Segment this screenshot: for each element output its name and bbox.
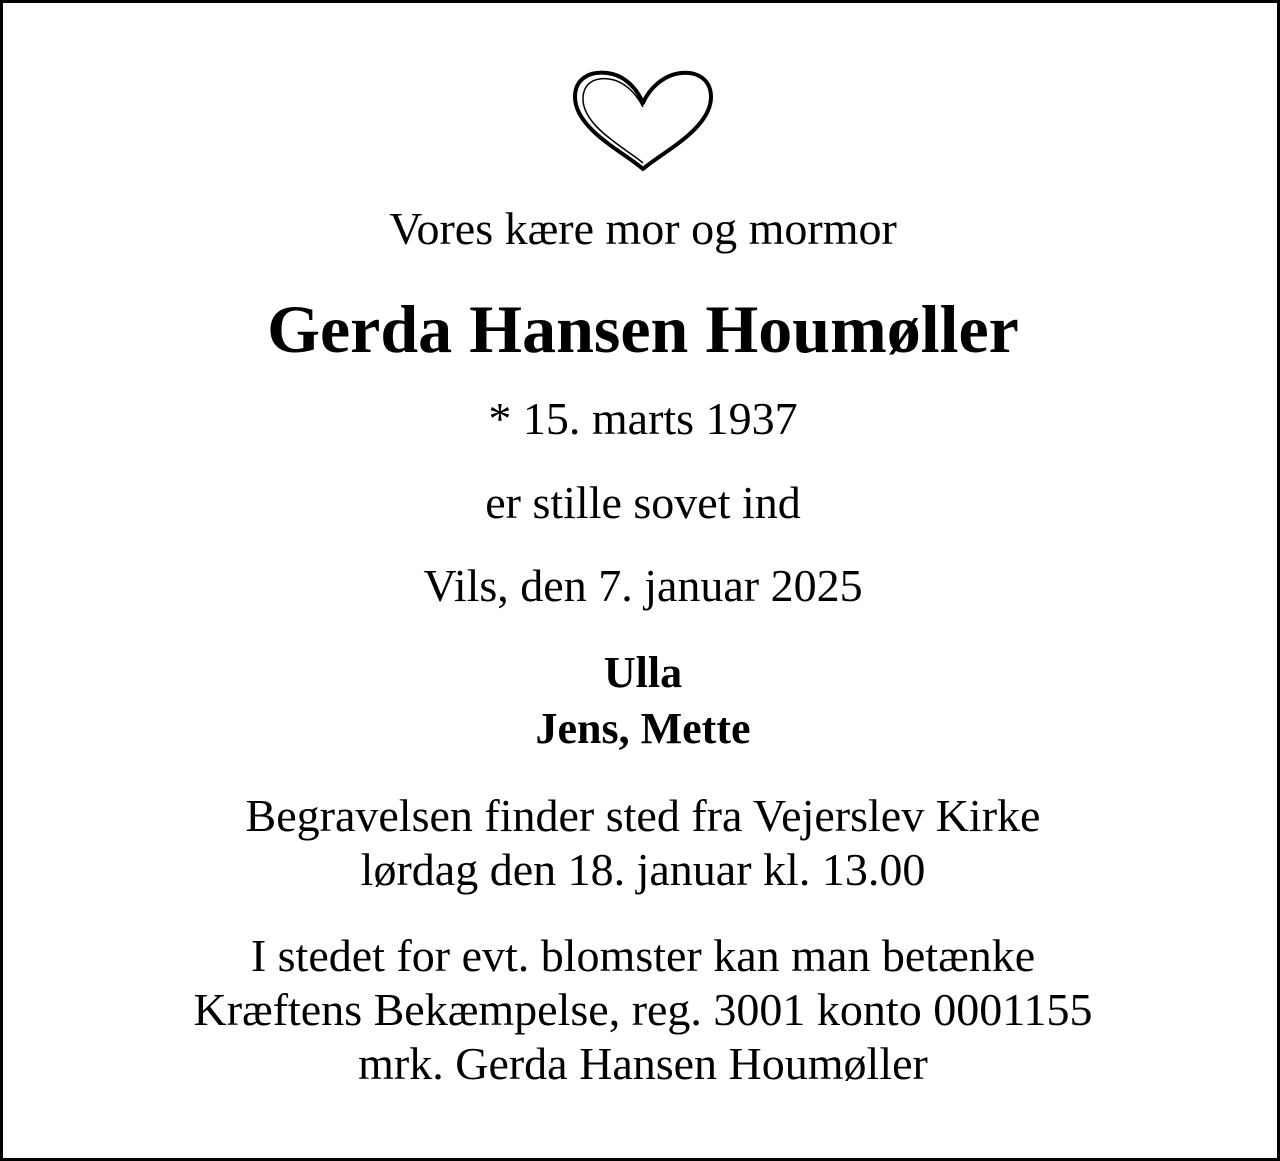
funeral-line: lørdag den 18. januar kl. 13.00	[360, 844, 926, 895]
donation-info	[3, 929, 1280, 1091]
donation-line: Kræftens Bekæmpelse, reg. 3001 konto 0001155	[193, 984, 1093, 1035]
deceased-name: Gerda Hansen Houmøller	[267, 291, 1019, 367]
intro-text: Vores kære mor og mormor	[389, 203, 897, 254]
donation-line: I stedet for evt. blomster kan man betænke	[250, 930, 1036, 981]
funeral-info	[3, 789, 1280, 897]
funeral-line: Begravelsen finder sted fra Vejerslev Kirke	[245, 790, 1041, 841]
passing-text: er stille sovet ind	[485, 477, 801, 528]
heart-icon	[569, 67, 717, 173]
donation-line: mrk. Gerda Hansen Houmøller	[358, 1038, 928, 1089]
mourner-line: Ulla	[603, 648, 683, 697]
mourners-list	[3, 645, 1280, 757]
birth-date: * 15. marts 1937	[488, 393, 798, 444]
mourner-line: Jens, Mette	[535, 704, 751, 753]
place-and-date: Vils, den 7. januar 2025	[423, 560, 863, 611]
